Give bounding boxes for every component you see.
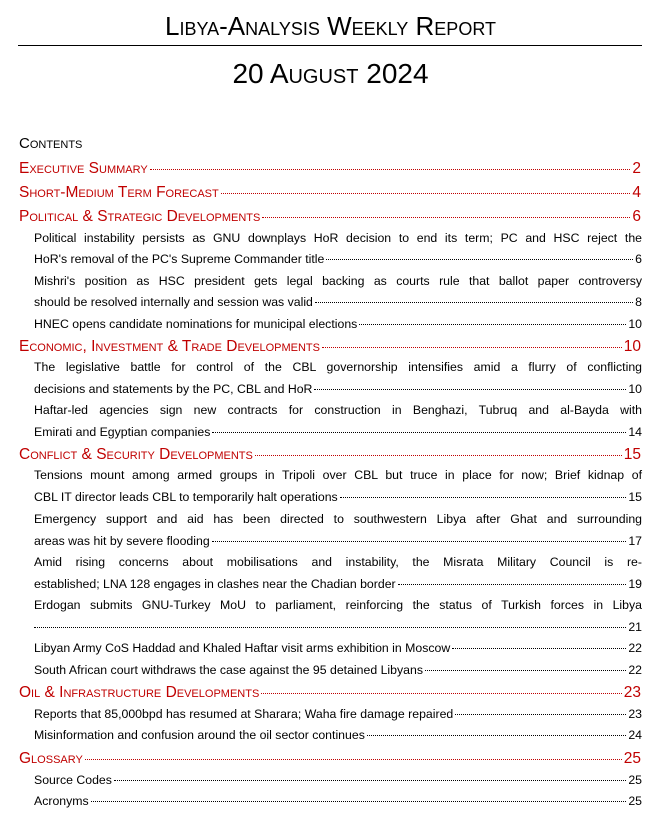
toc-entry-title: HNEC opens candidate nominations for municipal elections: [34, 317, 358, 331]
toc-entry-title: Emirati and Egyptian companies: [34, 425, 211, 439]
toc-page-number: 23: [623, 684, 641, 701]
toc-page-number: 24: [628, 728, 642, 742]
toc-entry-title: CBL IT director leads CBL to temporarily halt operations: [34, 490, 338, 504]
toc-entry[interactable]: [34, 317, 642, 331]
dot-leader: [326, 259, 633, 260]
dot-leader: [340, 497, 627, 498]
dot-leader: [212, 432, 626, 433]
toc-entry-title: HoR's removal of the PC's Supreme Commander title: [34, 252, 325, 266]
toc-entry-title: Libyan Army CoS Haddad and Khaled Haftar visit arms exhibition in Moscow: [34, 641, 451, 655]
toc-entry-line: Amid rising concerns about mobilisations and instability, the Misrata Military Council is re-: [34, 555, 642, 569]
dot-leader: [114, 780, 626, 781]
toc-entry-line: The legislative battle for control of the CBL governorship intensifies amid a flurry of conflicting: [34, 360, 642, 374]
dot-leader: [359, 324, 626, 325]
toc-page-number: 21: [628, 620, 642, 634]
toc-entry[interactable]: [34, 663, 642, 677]
toc-entry-title: should be resolved internally and session was valid: [34, 295, 313, 309]
toc-section-title: Glossary: [19, 750, 83, 767]
toc-entry-title: areas was hit by severe flooding: [34, 534, 210, 548]
dot-leader: [91, 801, 627, 802]
toc-entry-line: Mishri's position as HSC president gets legal backing as courts rule that ballot paper controversy: [34, 274, 642, 288]
toc-section-title: Short-Medium Term Forecast: [19, 184, 219, 201]
toc-page-number: 15: [628, 490, 642, 504]
dot-leader: [34, 627, 626, 628]
toc-entry-title: Source Codes: [34, 773, 112, 787]
dot-leader: [255, 455, 622, 456]
toc-entry-title: decisions and statements by the PC, CBL and HoR: [34, 382, 313, 396]
toc-entry[interactable]: [34, 641, 642, 655]
toc-section-forecast[interactable]: [19, 184, 641, 202]
toc-page-number: 10: [628, 382, 642, 396]
toc-entry-title: Misinformation and confusion around the oil sector continues: [34, 728, 365, 742]
toc-page-number: 8: [635, 295, 642, 309]
toc-section-glossary[interactable]: [19, 750, 641, 768]
toc-page-number: 4: [632, 184, 641, 201]
toc-section-political[interactable]: [19, 208, 641, 226]
toc-entry[interactable]: [34, 794, 642, 808]
toc-entry-line: Political instability persists as GNU downplays HoR decision to end its term; PC and HSC reject the: [34, 231, 642, 245]
dot-leader: [262, 217, 630, 218]
dot-leader: [150, 169, 631, 170]
toc-page-number: 23: [628, 707, 642, 721]
toc-section-economic[interactable]: [19, 338, 641, 356]
toc-entry[interactable]: [34, 728, 642, 742]
report-date: 20 August 2024: [232, 58, 429, 89]
toc-section-title: Executive Summary: [19, 160, 148, 177]
dot-leader: [398, 584, 627, 585]
toc-page-number: 6: [635, 252, 642, 266]
toc-page-number: 15: [623, 446, 641, 463]
dot-leader: [221, 193, 631, 194]
dot-leader: [261, 693, 621, 694]
toc-entry-line: Haftar-led agencies sign new contracts for construction in Benghazi, Tubruq and al-Bayda with: [34, 403, 642, 417]
toc-page-number: 10: [623, 338, 641, 355]
toc-entry-line: Tensions mount among armed groups in Tripoli over CBL but truce in place for now; Brief kidnap of: [34, 468, 642, 482]
toc-section-conflict[interactable]: [19, 446, 641, 464]
toc-page-number: 19: [628, 577, 642, 591]
dot-leader: [367, 735, 626, 736]
toc-entry-line: Emergency support and aid has been directed to southwestern Libya after Ghat and surrounding: [34, 512, 642, 526]
dot-leader: [315, 302, 633, 303]
dot-leader: [452, 648, 626, 649]
dot-leader: [425, 670, 626, 671]
toc-entry[interactable]: [34, 773, 642, 787]
report-title: Libya-Analysis Weekly Report: [165, 11, 496, 41]
toc-section-title: Political & Strategic Developments: [19, 208, 261, 225]
toc-section-title: Conflict & Security Developments: [19, 446, 253, 463]
toc-entry-title: South African court withdraws the case against the 95 detained Libyans: [34, 663, 423, 677]
toc-entry-title: Acronyms: [34, 794, 89, 808]
toc-page-number: 25: [628, 794, 642, 808]
toc-page-number: 6: [632, 208, 641, 225]
toc-section-oil[interactable]: [19, 684, 641, 702]
toc-entry-line: Erdogan submits GNU-Turkey MoU to parliament, reinforcing the status of Turkish forces in Libya: [34, 598, 642, 612]
toc-page-number: 14: [628, 425, 642, 439]
toc-entry-title: established; LNA 128 engages in clashes near the Chadian border: [34, 577, 396, 591]
dot-leader: [314, 389, 626, 390]
toc-page-number: 17: [628, 534, 642, 548]
toc-section-executive-summary[interactable]: [19, 160, 641, 178]
contents-heading: Contents: [19, 135, 83, 152]
toc-entry-title: Reports that 85,000bpd has resumed at Sharara; Waha fire damage repaired: [34, 707, 454, 721]
toc-section-title: Oil & Infrastructure Developments: [19, 684, 260, 701]
toc-page-number: 25: [623, 750, 641, 767]
toc-entry[interactable]: [34, 707, 642, 721]
dot-leader: [322, 347, 622, 348]
dot-leader: [212, 541, 627, 542]
dot-leader: [85, 759, 622, 760]
toc-page-number: 25: [628, 773, 642, 787]
toc-page-number: 2: [632, 160, 641, 177]
dot-leader: [455, 714, 626, 715]
toc-section-title: Economic, Investment & Trade Developments: [19, 338, 320, 355]
toc-page-number: 22: [628, 663, 642, 677]
toc-page-number: 10: [628, 317, 642, 331]
toc-page-number: 22: [628, 641, 642, 655]
